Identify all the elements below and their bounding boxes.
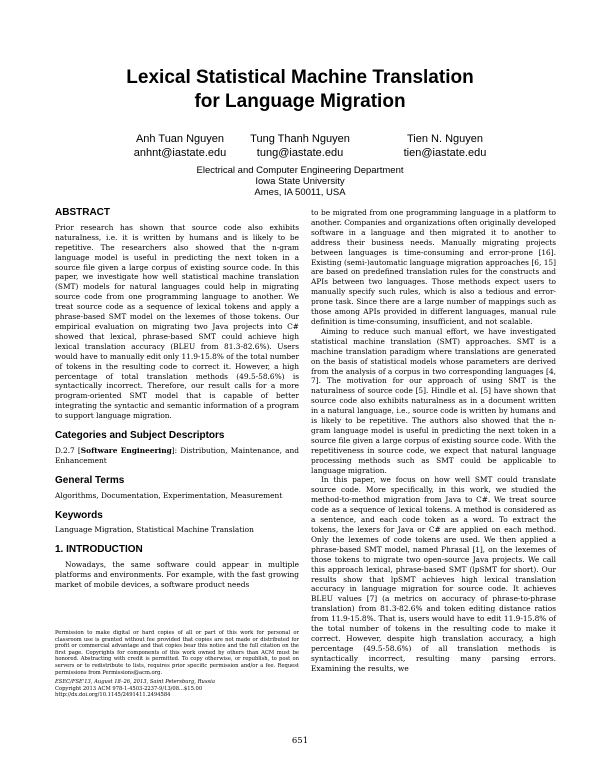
affiliation-dept: Electrical and Computer Engineering Department: [196, 165, 404, 176]
intro-heading: 1. INTRODUCTION: [55, 544, 143, 556]
title-line-2: for Language Migration: [194, 91, 406, 112]
body-paragraph-2: Aiming to reduce such manual effort, we have investigated statistical machine translation (SMT) approaches. SMT is a machine translation paradigm where translations are generated on the basis of statistical models whose parameters are derived from the analysis of a corpus in two corresponding languages [4, 7]. The motivation for our approach of using SMT is the naturalness of source code [5]. Hindle et al. [5] have shown that source code also exhibits naturalness as in a document written in a natural language, i.e., source code is written by humans and is likely to be repetitive. The authors also showed that the n-gram language model is useful in predicting the next token in a source file given a large corpus of existing source code. With the repetitiveness in source code, we expect that natural language processing methods such as SMT could be applicable to language migration.: [311, 326, 556, 475]
left-column: [55, 208, 299, 590]
copyright-block: [55, 630, 299, 699]
categories-bold: Software Engineering: [80, 445, 172, 455]
author-email: tien@iastate.edu: [403, 147, 487, 159]
affiliation-univ: Iowa State University: [255, 176, 345, 187]
abstract-heading: ABSTRACT: [55, 207, 110, 218]
paper-title: [0, 66, 600, 114]
author-email: anhnt@iastate.edu: [133, 147, 227, 159]
terms-heading: General Terms: [55, 474, 125, 486]
terms-text: Algorithms, Documentation, Experimentation, Measurement: [55, 490, 283, 500]
author-name: Anh Tuan Nguyen: [135, 133, 225, 145]
author-2: [230, 132, 370, 160]
permission-text: Permission to make digital or hard copies of all or part of this work for personal or classroom use is granted without fee provided that copies are not made or distributed for profit or commercial advantage and that copies bear this notice and the full citation on the first page. Copyrights for components of this work owned by others than ACM must be honored. Abstracting with credit is permitted. To copy otherwise, or republish, to post on servers or to redistribute to lists, requires prior specific permission and/or a fee. Request permissions from Permissions@acm.org.: [55, 630, 299, 676]
author-3: [375, 132, 515, 160]
affiliation-city: Ames, IA 50011, USA: [254, 187, 346, 198]
page-number: 651: [291, 736, 309, 746]
keywords-heading: Keywords: [55, 509, 103, 521]
author-1: [110, 132, 250, 160]
categories-heading: Categories and Subject Descriptors: [55, 430, 225, 442]
title-line-1: Lexical Statistical Machine Translation: [126, 67, 474, 88]
author-email: tung@iastate.edu: [256, 147, 344, 159]
copyright-line: Copyright 2013 ACM 978-1-4503-2237-9/13/08...$15.00: [55, 685, 203, 692]
abstract-text: Prior research has shown that source code also exhibits naturalness, i.e. it is written by humans and is likely to be repetitive. The researchers also showed that the n-gram language model is useful in predicting the next token in a source file given a large corpus of existing source code. In this paper, we investigate how well statistical machine translation (SMT) models for natural languages could help in migrating source code from one programming language to another. We treat source code as a sequence of lexical tokens and apply a phrase-based SMT model on the lexemes of those tokens. Our empirical evaluation on migrating two Java projects into C# showed that lexical, phrase-based SMT could achieve high lexical translation accuracy (BLEU from 81.3-82.6%). Users would have to manually edit only 11.9-15.8% of the total number of tokens in the resulting code to correct it. However, a high percentage of total translation methods (49.5-58.6%) is syntactically incorrect. Therefore, our result calls for a more program-oriented SMT model that is capable of better integrating the syntactic and semantic information of a program to support language migration.: [55, 222, 299, 421]
categories-text: [55, 446, 299, 466]
affiliation: [0, 165, 600, 198]
keywords-text: Language Migration, Statistical Machine Translation: [55, 525, 254, 535]
intro-paragraph: Nowadays, the same software could appear in multiple platforms and environments. For example, with the fast growing market of mobile devices, a software product needs: [55, 560, 299, 590]
conference-line: ESEC/FSE'13, August 18–26, 2013, Saint Petersburg, Russia: [55, 679, 215, 686]
body-paragraph-3: In this paper, we focus on how well SMT could translate source code. More specifically, in this work, we studied the method-to-method migration from Java to C#. We treat source code as a sequence of lexical tokens. A method is considered as a sentence, and each code token as a word. To extract the tokens, the lexers for Java or C# are applied on each method. Only the lexemes of code tokens are used. We then applied a phrase-based SMT model, named Phrasal [1], on the lexemes of those tokens to migrate two open-source Java projects. We call this approach lexical, phrase-based SMT (lpSMT for short). Our results show that lpSMT achieves high lexical translation accuracy in language migration for source code. It achieves BLEU values [7] (a metrics on accuracy of phrase-to-phrase translation) from 81.3-82.6% and token editing distance ratios from 11.9-15.8%. That is, users would have to edit 11.9-15.8% of the total number of tokens in the resulting code to make it correct. However, despite high translation accuracy, a high percentage (49.5-58.6%) of all translation methods is syntactically incorrect, resulting many parsing errors. Examining the results, we: [311, 475, 556, 673]
body-paragraph-1: to be migrated from one programming language in a platform to another. Companies and organizations often originally developed software in a language and then migrated it to another to address their business needs. Manually migrating projects between languages is time-consuming and error-prone [16]. Existing (semi-)automatic language migration approaches [6, 15] are based on predefined translation rules for the constructs and APIs between two languages. Those methods expect users to manually specify such rules, which is also a tedious and error-prone task. Since there are a large number of mappings such as those among APIs provided in different languages, manual rule definition is time-consuming, insufficient, and not scalable.: [311, 208, 556, 326]
doi-line: http://dx.doi.org/10.1145/2491411.2494584: [55, 692, 171, 699]
categories-code: D.2.7 [: [55, 445, 81, 455]
right-column: [311, 208, 556, 674]
author-name: Tien N. Nguyen: [406, 133, 484, 145]
categories-rest: ]: Distribution, Maintenance, and Enhancement: [55, 445, 299, 465]
author-name: Tung Thanh Nguyen: [250, 133, 350, 145]
